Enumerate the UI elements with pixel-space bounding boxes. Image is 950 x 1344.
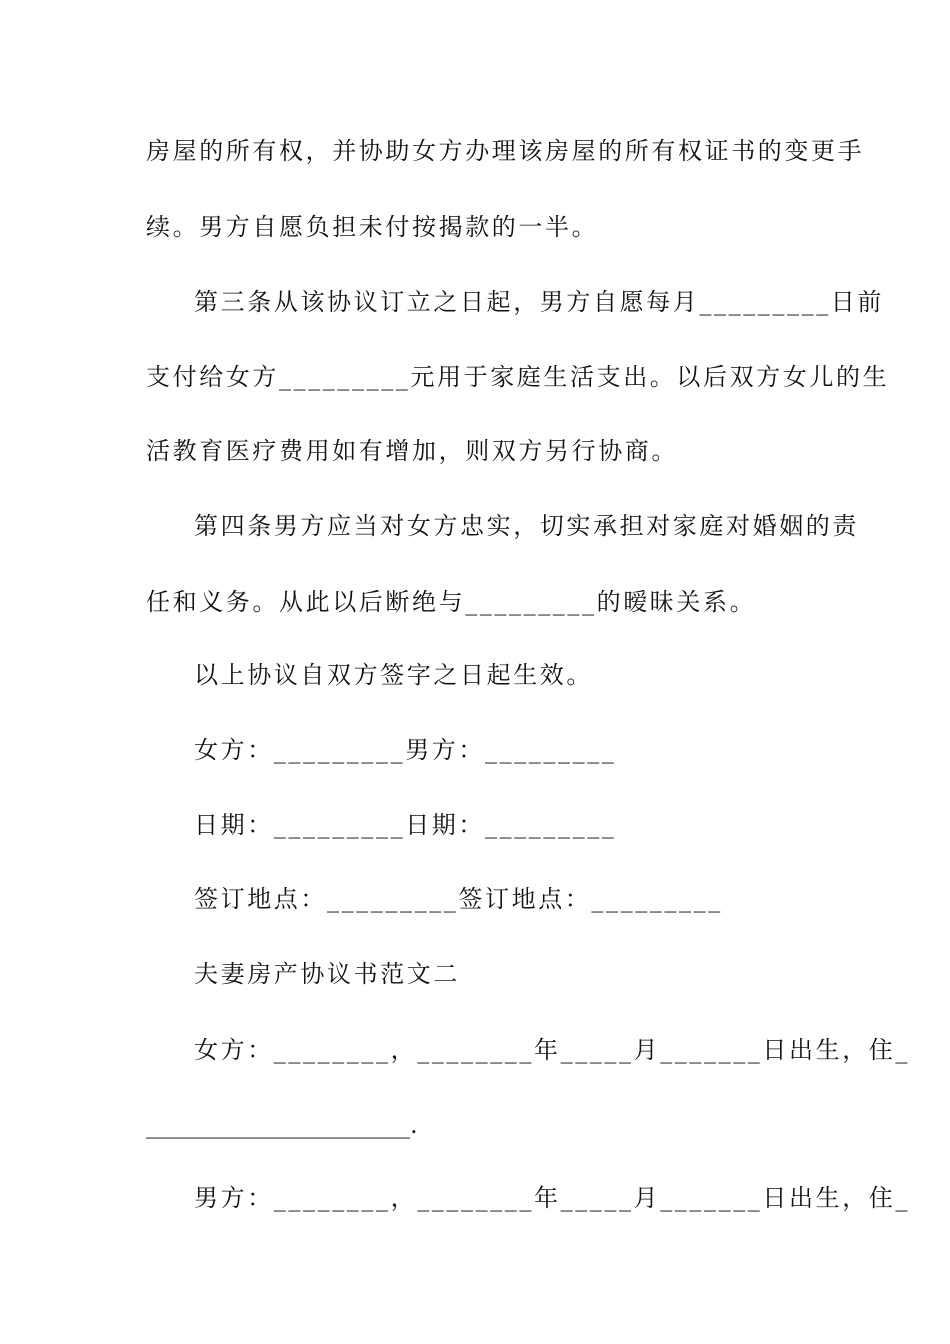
text-line: 支付给女方_________元用于家庭生活支出。以后双方女儿的生 — [146, 363, 890, 391]
signature-line-dates: 日期：_________日期：_________ — [194, 811, 617, 839]
clause-3-line: 第三条从该协议订立之日起，男方自愿每月_________日前 — [194, 288, 884, 316]
section-heading: 夫妻房产协议书范文二 — [194, 960, 460, 988]
text-line: 续。男方自愿负担未付按揭款的一半。 — [146, 213, 599, 241]
effective-clause: 以上协议自双方签字之日起生效。 — [194, 661, 593, 689]
signature-line-places: 签订地点：_________签订地点：_________ — [194, 885, 723, 913]
party-male-line: 男方：________，________年_____月_______日出生，住_ — [194, 1184, 910, 1212]
text-line: 活教育医疗费用如有增加，则双方另行协商。 — [146, 437, 678, 465]
clause-4-line: 第四条男方应当对女方忠实，切实承担对家庭对婚姻的责 — [194, 512, 859, 540]
address-blank-line: ______________________. — [146, 1111, 418, 1139]
text-line: 房屋的所有权，并协助女方办理该房屋的所有权证书的变更手 — [146, 137, 865, 165]
text-line: 任和义务。从此以后断绝与_________的暧昧关系。 — [146, 588, 757, 616]
party-female-line: 女方：________，________年_____月_______日出生，住_ — [194, 1036, 910, 1064]
signature-line-parties: 女方：_________男方：_________ — [194, 736, 617, 764]
